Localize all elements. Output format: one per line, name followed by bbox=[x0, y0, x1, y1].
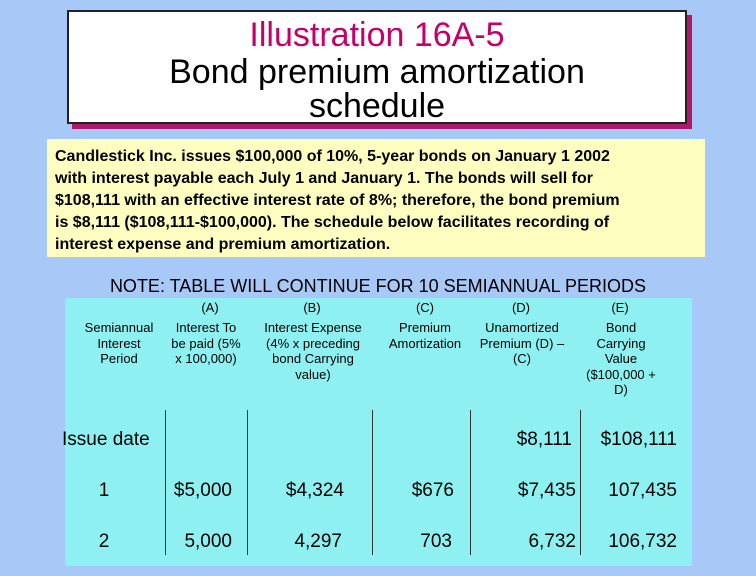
title-illustration-number: Illustration 16A-5 bbox=[249, 16, 505, 54]
table-cell-interest-paid: 5,000 bbox=[184, 531, 232, 552]
intro-line: Candlestick Inc. issues $100,000 of 10%, 5-year bonds on January 1 2002 bbox=[55, 148, 610, 165]
intro-line: with interest payable each July 1 and January 1. The bonds will sell for bbox=[55, 170, 593, 187]
table-cell-unamortized-premium: $8,111 bbox=[516, 429, 572, 450]
table-cell-premium-amortization: 703 bbox=[420, 531, 452, 552]
table-cell-interest-expense: 4,297 bbox=[294, 531, 342, 552]
intro-line: is $8,111 ($108,111-$100,000). The schedule below facilitates recording of bbox=[55, 214, 610, 231]
table-note: NOTE: TABLE WILL CONTINUE FOR 10 SEMIANNUAL PERIODS bbox=[109, 276, 647, 296]
column-letter-c: (C) bbox=[415, 300, 435, 315]
column-divider bbox=[470, 410, 471, 555]
column-letter-b: (B) bbox=[303, 300, 321, 315]
table-cell-premium-amortization: $676 bbox=[411, 480, 454, 501]
table-cell-unamortized-premium: $7,435 bbox=[517, 480, 576, 501]
column-header-premium-amortization: Premium Amortization bbox=[388, 320, 462, 351]
column-header-interest-expense: Interest Expense (4% x preceding bond Carrying value) bbox=[264, 320, 362, 382]
table-cell-unamortized-premium: 6,732 bbox=[528, 531, 576, 552]
table-cell-carrying-value: 106,732 bbox=[608, 531, 677, 552]
table-cell-interest-expense: $4,324 bbox=[285, 480, 344, 501]
column-header-period: Semiannual Interest Period bbox=[84, 320, 154, 366]
table-cell-period: 2 bbox=[98, 531, 110, 552]
table-cell-period: Issue date bbox=[62, 429, 150, 450]
column-divider bbox=[247, 410, 248, 555]
column-letter-e: (E) bbox=[611, 300, 629, 315]
table-cell-period: 1 bbox=[98, 480, 110, 501]
title-box bbox=[67, 10, 687, 124]
title-heading-continued: schedule bbox=[308, 87, 446, 124]
title-heading: Bond premium amortization bbox=[169, 53, 585, 91]
column-divider bbox=[372, 410, 373, 555]
column-header-carrying-value: Bond Carrying Value ($100,000 + D) bbox=[586, 320, 656, 397]
column-divider bbox=[580, 410, 581, 555]
column-header-unamortized-premium: Unamortized Premium (D) – (C) bbox=[479, 320, 565, 366]
intro-line: $108,111 with an effective interest rate of 8%; therefore, the bond premium bbox=[55, 192, 620, 209]
intro-line: interest expense and premium amortization. bbox=[55, 236, 391, 253]
table-cell-carrying-value: $108,111 bbox=[600, 429, 677, 450]
table-cell-carrying-value: 107,435 bbox=[608, 480, 677, 501]
column-letter-a: (A) bbox=[201, 300, 219, 315]
column-header-interest-paid: Interest To be paid (5% x 100,000) bbox=[171, 320, 241, 366]
table-cell-interest-paid: $5,000 bbox=[173, 480, 232, 501]
column-letter-d: (D) bbox=[511, 300, 531, 315]
intro-paragraph bbox=[47, 139, 705, 257]
